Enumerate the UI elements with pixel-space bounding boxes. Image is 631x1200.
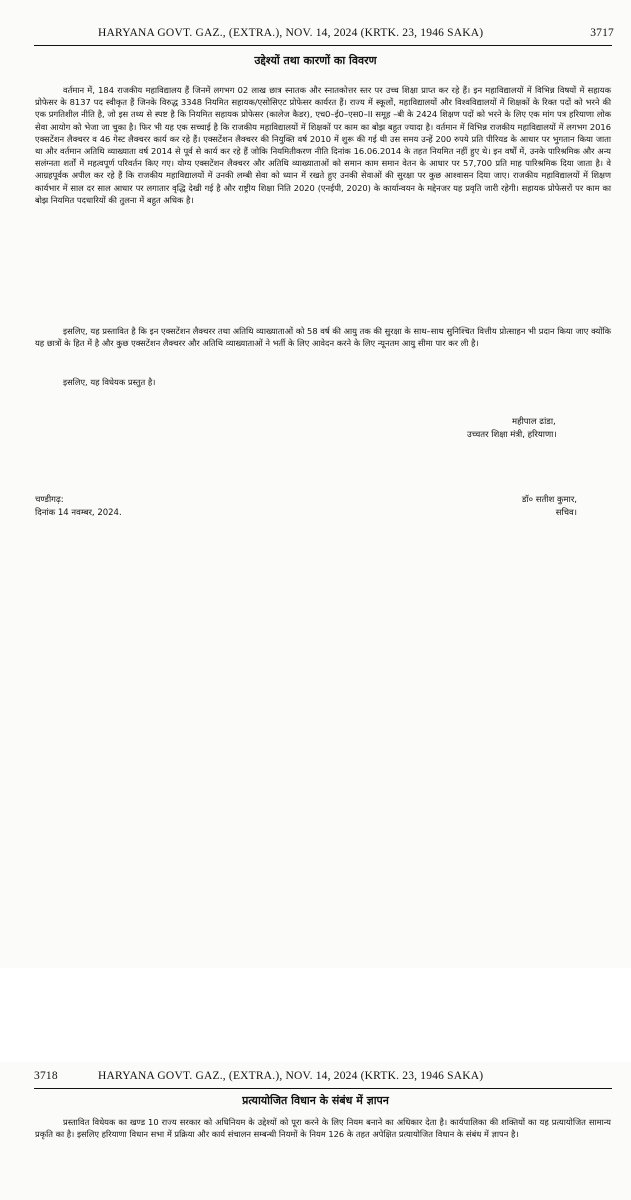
page-number: 3718: [34, 1070, 58, 1082]
place: चण्डीगढ़:: [35, 495, 64, 505]
place-date-block: [35, 494, 122, 520]
page-gap: [0, 968, 631, 1062]
paragraph-memorandum: प्रस्तावित विधेयक का खण्ड 10 राज्य सरकार को अधिनियम के उद्देश्यों को पूरा करने के लिए नियम बनाने का अधिकार देता है। कार्यपालिका की शक्तियों का यह प्रत्यायोजित सामान्य प्रकृति का है। इसलिए हरियाणा विधान सभा में प्रक्रिया और कार्य संचालन सम्बन्धी नियमों के नियम 126 के तहत अपेक्षित प्रत्यायोजित विधान के संबंध में ज्ञापन है।: [35, 1117, 611, 1140]
paragraph-proposal: इसलिए, यह प्रस्तावित है कि इन एक्सटेंशन लैक्चरर तथा अतिथि व्याख्याताओं को 58 वर्ष की आयु तक की सुरक्षा के साथ–साथ सुनिश्चित वित्तीय प्रोत्साहन भी प्रदान किया जाए क्योंकि यह छात्रों के हित में है और कुछ एक्सटेंशन लैक्चरर और अतिथि व्याख्याताओं ने भर्ती के लिए आवेदन करने के लिए न्यूनतम आयु सीमा पार कर ली है।: [35, 326, 611, 349]
minister-designation: उच्चतर शिक्षा मंत्री, हरियाणा।: [467, 430, 557, 440]
secretary-name: डॉ० सतीश कुमार,: [521, 495, 577, 505]
minister-signature-block: [467, 416, 607, 442]
section-heading: प्रत्यायोजित विधान के संबंध में ज्ञापन: [242, 1094, 389, 1107]
header-rule: [34, 45, 612, 46]
gazette-title: HARYANA GOVT. GAZ., (EXTRA.), NOV. 14, 2024 (KRTK. 23, 1946 SAKA): [98, 1070, 484, 1082]
gazette-page-3718: [0, 1062, 631, 1200]
secretary-signature-block: [522, 494, 577, 520]
gazette-title: HARYANA GOVT. GAZ., (EXTRA.), NOV. 14, 2024 (KRTK. 23, 1946 SAKA): [98, 27, 484, 39]
page-header: [34, 1070, 614, 1090]
paragraph-statement: वर्तमान में, 184 राजकीय महाविद्यालय हैं जिनमें लगभग 02 लाख छात्र स्नातक और स्नातकोत्तर स्तर पर उच्च शिक्षा प्राप्त कर रहे हैं। इन महाविद्यालयों में विभिन्न विषयों में सहायक प्रोफेसर के 8137 पद स्वीकृत हैं जिनके विरुद्ध 3348 नियमित सहायक/एसोसिएट प्रोफेसर कार्यरत हैं। राज्य में स्कूलों, महाविद्यालयों और विश्वविद्यालयों में शिक्षकों के रिक्त पदों को भरने की एक प्रगतिशील नीति है, जो इस तथ्य से स्पष्ट है कि नियमित सहायक प्रोफेसर (कालेज कैडर), एच0–ई0–एस0–II समूह –बी के 2424 शिक्षण पदों को भरने के लिए एक मांग पत्र हरियाणा लोक सेवा आयोग को भेजा जा चुका है। फिर भी यह एक सच्चाई है कि राजकीय महाविद्यालयों में शिक्षकों पर काम का बोझ बहुत ज्यादा है। वर्तमान में विभिन्न राजकीय महाविद्यालयों में लगभग 2016 एक्सटेंशन लैक्चरर व 46 गेस्ट लैक्चरर कार्य कर रहे हैं। एक्सटेंशन लैक्चरर की नियुक्ति वर्ष 2010 में शुरू की गई थी उस समय उन्हें 200 रुपये प्रति पीरियड के आधार पर भुगतान किया जाता था और वर्तमान अतिथि व्याख्याता वर्ष 2014 से पूर्व से कार्य कर रहे हैं जोकि नियमितीकरण नीति दिनांक 16.06.2014 के तहत नियमित नहीं हुए थे। इन वर्षों में, उनके पारिश्रमिक और अन्य सलंग्नता शर्तों में महत्वपूर्ण परिवर्तन किए गए। योग्य एक्सटेंशन लैक्चरर और अतिथि व्याख्याताओं को समान काम समान वेतन के आधार पर 57,700 प्रति माह पारिश्रमिक दिया जाता है। वे आग्रहपूर्वक अपील कर रहे हैं कि राजकीय महाविद्यालयों में उनकी लम्बी सेवा को ध्यान में रखते हुए उनकी सेवाओं की सुरक्षा पर कुछ आश्वासन दिया जाए। राजकीय महाविद्यालयों में शिक्षण कार्यभार में साल दर साल आधार पर लगातार वृद्धि देखी गई है और राष्ट्रीय शिक्षा निति 2020 (एनईपी, 2020) के कार्यान्वयन के मद्देनजर यह प्रवृति जारी रहेगी। सहायक प्रोफेसरों पर काम का बोझ नियमित पदधारियों की तुलना में बहुत अधिक है।: [35, 85, 611, 205]
secretary-designation: सचिव।: [555, 508, 577, 518]
section-heading: उद्देश्यों तथा कारणों का विवरण: [254, 54, 377, 67]
page-number: 3717: [590, 27, 614, 39]
paragraph-conclusion: इसलिए, यह विधेयक प्रस्तुत है।: [63, 377, 156, 387]
page-header: [34, 27, 614, 47]
date: दिनांक 14 नवम्बर, 2024.: [35, 508, 122, 518]
header-rule: [34, 1088, 612, 1089]
minister-name: महीपाल ढांडा,: [512, 417, 556, 427]
